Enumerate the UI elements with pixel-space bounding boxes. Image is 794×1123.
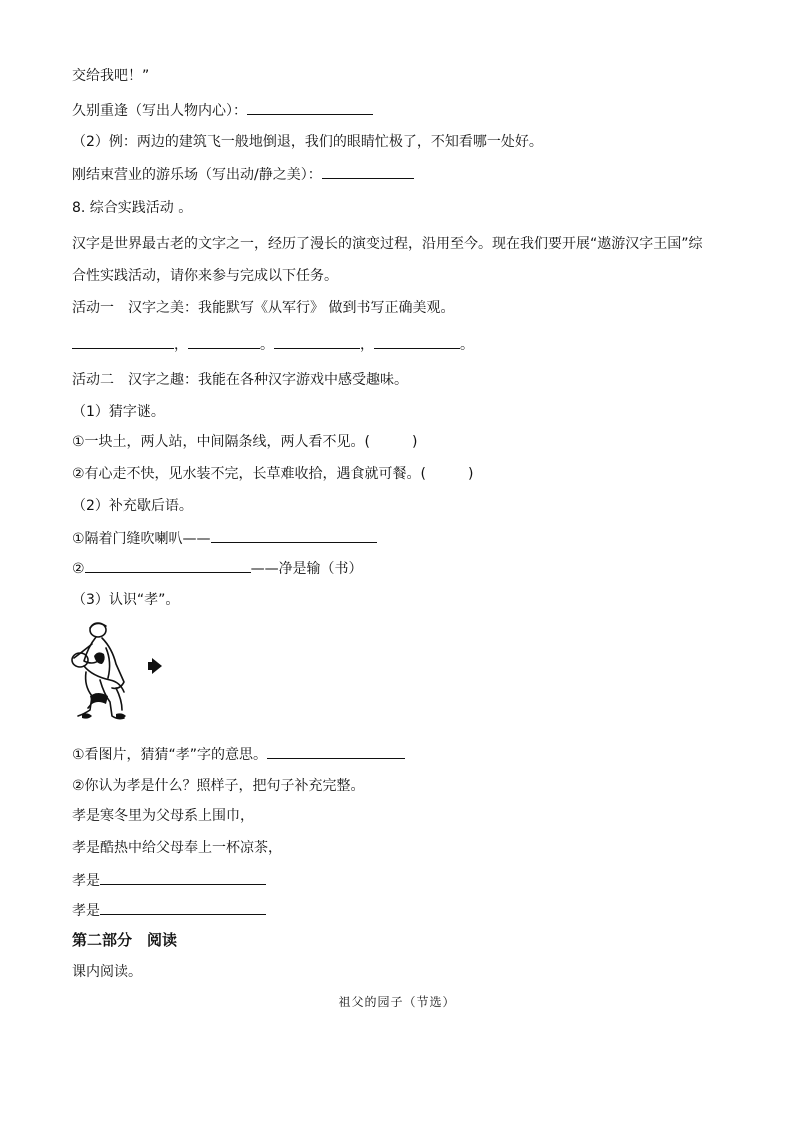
example-sentence: 孝是酷热中给父母奉上一杯凉茶， [72, 840, 282, 856]
activity-two: 活动二 汉字之趣：我能在各种汉字游戏中感受趣味。 [72, 372, 408, 388]
punct: ， [174, 337, 188, 353]
answer-blank[interactable] [85, 558, 251, 573]
prompt-text: ——净是输（书） [250, 561, 363, 577]
question-line [72, 900, 266, 921]
answer-blank[interactable] [72, 334, 174, 349]
question-line [72, 744, 405, 765]
text-line: （2）例：两边的建筑飞一般地倒退，我们的眼睛忙极了，不知看哪一处好。 [72, 134, 543, 150]
question-line [72, 164, 414, 185]
punct: 。 [460, 337, 474, 353]
riddle-1: ①一块土，两人站，中间隔条线，两人看不见。( ) [72, 434, 418, 450]
prompt-text: ①看图片，猜猜“孝”字的意思。 [72, 747, 268, 763]
activity-one: 活动一 汉字之美：我能默写《从军行》 做到书写正确美观。 [72, 300, 455, 316]
text-line: 交给我吧！” [72, 68, 150, 84]
text-line: ②你认为孝是什么？照样子，把句子补充完整。 [72, 778, 365, 794]
question-line [72, 100, 373, 121]
section-heading: 8. 综合实践活动 。 [72, 200, 193, 216]
riddle-2: ②有心走不快，见水装不完，长草难收拾，遇食就可餐。( ) [72, 466, 474, 482]
sub-heading: （1）猜字谜。 [72, 404, 165, 420]
answer-blank[interactable] [247, 100, 373, 115]
answer-blank[interactable] [322, 164, 414, 179]
prompt-text: 孝是 [72, 873, 100, 889]
punct: ， [360, 337, 374, 353]
answer-blank[interactable] [100, 900, 266, 915]
prompt-text: ② [72, 561, 85, 577]
answer-blank[interactable] [211, 528, 377, 543]
paragraph-line: 合性实践活动，请你来参与完成以下任务。 [72, 268, 338, 284]
question-line [72, 558, 363, 579]
answer-blank[interactable] [374, 334, 460, 349]
prompt-text: ①隔着门缝吹喇叭—— [72, 531, 211, 547]
question-line [72, 528, 377, 549]
sub-heading: （3）认识“孝”。 [72, 592, 180, 608]
answer-blank[interactable] [274, 334, 360, 349]
answer-blank[interactable] [267, 744, 405, 759]
part-heading: 第二部分 阅读 [72, 931, 178, 949]
dictation-blanks [72, 334, 474, 355]
punct: 。 [260, 337, 274, 353]
question-line [72, 870, 266, 891]
example-sentence: 孝是寒冬里为父母系上围巾， [72, 808, 254, 824]
prompt-text: 刚结束营业的游乐场（写出动/静之美）： [72, 167, 322, 183]
text-line: 课内阅读。 [72, 964, 142, 980]
prompt-text: 孝是 [72, 903, 100, 919]
passage-title: 祖父的园子（节选） [338, 995, 456, 1009]
answer-blank[interactable] [100, 870, 266, 885]
sub-heading: （2）补充歇后语。 [72, 498, 193, 514]
answer-blank[interactable] [188, 334, 260, 349]
filial-piety-illustration [66, 618, 176, 726]
paragraph-line: 汉字是世界最古老的文字之一，经历了漫长的演变过程，沿用至今。现在我们要开展“遨游汉字王国”综 [72, 236, 703, 252]
prompt-text: 久别重逢（写出人物内心）： [72, 103, 247, 119]
